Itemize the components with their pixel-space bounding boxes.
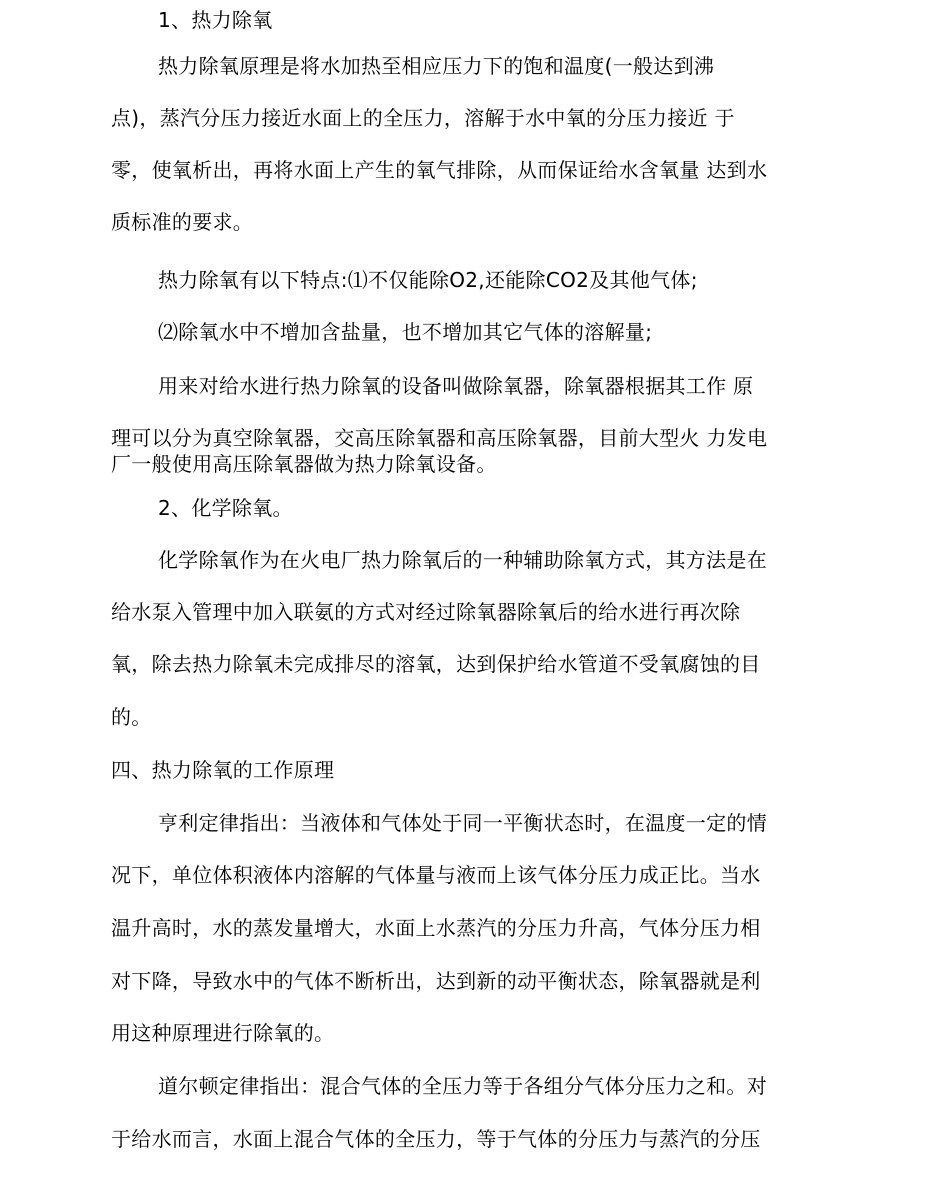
paragraph-line: 点)，蒸汽分压力接近水面上的全压力，溶解于水中氧的分压力接近 于 (111, 106, 735, 130)
paragraph-line: 温升高时，水的蒸发量增大，水面上水蒸汽的分压力升高，气体分压力相 (111, 916, 761, 940)
paragraph-line: 热力除氧有以下特点:⑴不仅能除O2,还能除CO2及其他气体; (158, 268, 698, 292)
paragraph-line: 质标准的要求。 (111, 210, 254, 234)
paragraph-line: 厂一般使用高压除氧器做为热力除氧设备。 (111, 452, 497, 476)
paragraph-line: 道尔顿定律指出：混合气体的全压力等于各组分气体分压力之和。对 (158, 1074, 767, 1098)
section-heading-chemical-deaeration: 2、化学除氧。 (158, 496, 293, 520)
paragraph-line: 亨利定律指出：当液体和气体处于同一平衡状态时，在温度一定的情 (158, 811, 767, 835)
paragraph-line: 热力除氧原理是将水加热至相应压力下的饱和温度(一般达到沸 (158, 54, 715, 78)
section-heading-working-principle: 四、热力除氧的工作原理 (111, 758, 335, 782)
paragraph-line: 零，使氧析出，再将水面上产生的氧气排除，从而保证给水含氧量 达到水 (111, 158, 768, 182)
paragraph-line: 用这种原理进行除氧的。 (111, 1021, 335, 1045)
paragraph-line: 化学除氧作为在火电厂热力除氧后的一种辅助除氧方式，其方法是在 (158, 548, 767, 572)
section-heading-thermal-deaeration: 1、热力除氧 (158, 8, 273, 32)
paragraph-line: ⑵除氧水中不增加含盐量，也不增加其它气体的溶解量; (158, 320, 653, 344)
paragraph-line: 给水泵入管理中加入联氨的方式对经过除氧器除氧后的给水进行再次除 (111, 600, 741, 624)
paragraph-line: 的。 (111, 705, 152, 729)
paragraph-line: 于给水而言，水面上混合气体的全压力，等于气体的分压力与蒸汽的分压 (111, 1127, 761, 1151)
paragraph-line: 氧，除去热力除氧未完成排尽的溶氧，达到保护给水管道不受氧腐蚀的目 (111, 652, 761, 676)
paragraph-line: 对下降，导致水中的气体不断析出，达到新的动平衡状态，除氧器就是利 (111, 969, 761, 993)
paragraph-line: 况下，单位体积液体内溶解的气体量与液而上该气体分压力成正比。当水 (111, 863, 761, 887)
paragraph-line: 理可以分为真空除氧器，交高压除氧器和高压除氧器，目前大型火 力发电 (111, 426, 768, 450)
paragraph-line: 用来对给水进行热力除氧的设备叫做除氧器，除氧器根据其工作 原 (158, 374, 754, 398)
